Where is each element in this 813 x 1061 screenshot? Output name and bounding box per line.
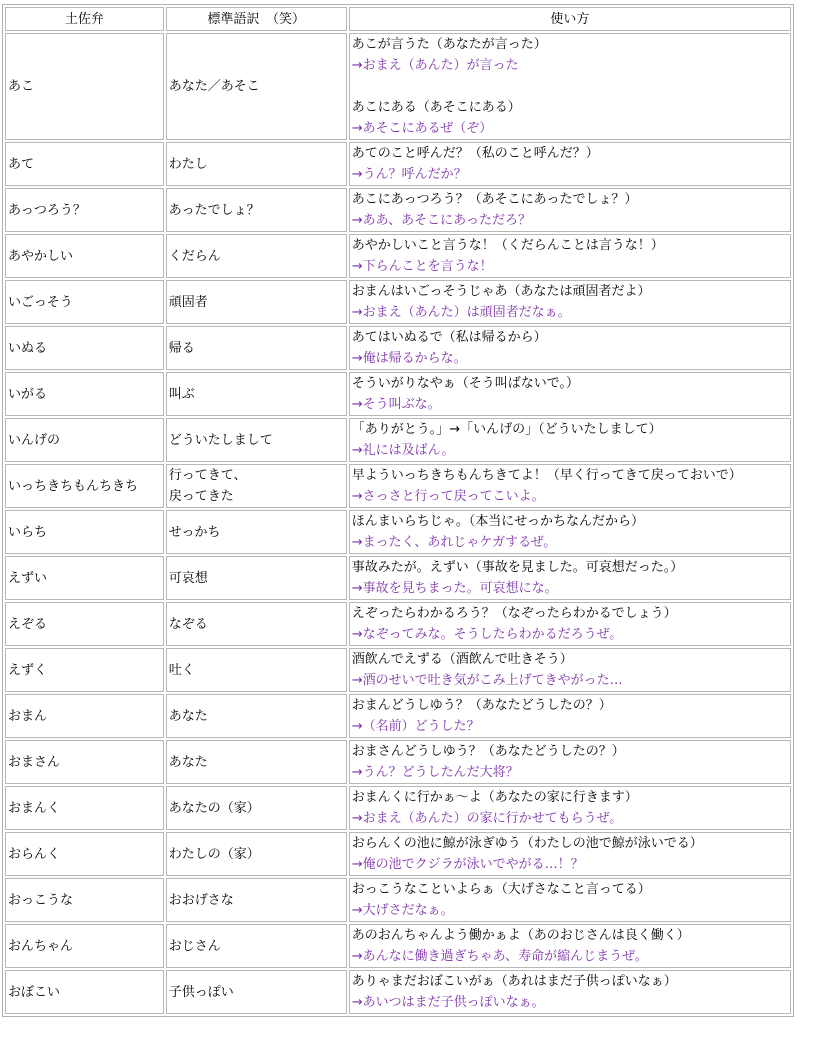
table-row xyxy=(5,142,791,186)
example-translation: →（名前）どうした？ xyxy=(351,719,480,734)
usage-example xyxy=(349,832,791,876)
example-translation: →うん？呼んだか？ xyxy=(351,167,467,182)
example-sentence: おまんどうしゆう？（あなたどうしたの？） xyxy=(351,698,612,713)
header-dialect: 土佐弁 xyxy=(5,7,164,31)
example-translation: →うん？どうしたんだ大将？ xyxy=(351,765,519,780)
example-sentence: おまんくに行かぁ～よ（あなたの家に行きます） xyxy=(351,790,638,805)
standard-translation-line: あったでしょ？ xyxy=(168,202,260,218)
dialect-word: えぞる xyxy=(5,602,164,646)
standard-translation-line: おおげさな xyxy=(168,892,234,908)
example-translation: →おまえ（あんた）の家に行かせてもらうぜ。 xyxy=(351,811,623,826)
example-translation: →俺の池でクジラが泳いでやがる…！？ xyxy=(351,857,584,872)
standard-translation xyxy=(166,740,347,784)
example-sentence: あこにある（あそこにある） xyxy=(351,100,521,115)
dialect-word: いらち xyxy=(5,510,164,554)
header-standard: 標準語訳 （笑） xyxy=(166,7,347,31)
standard-translation-line: どういたしまして xyxy=(168,432,273,448)
standard-translation xyxy=(166,372,347,416)
standard-translation xyxy=(166,234,347,278)
standard-translation-line: 叫ぶ xyxy=(168,386,195,402)
usage-example xyxy=(349,878,791,922)
example-sentence: 事故みたが。えずい（事故を見ました。可哀想だった。） xyxy=(351,560,684,575)
example-translation: →そう叫ぶな。 xyxy=(351,397,441,412)
example-translation: →俺は帰るからな。 xyxy=(351,351,467,366)
dialect-word: おらんく xyxy=(5,832,164,876)
example-sentence: そういがりなやぁ（そう叫ばないで。） xyxy=(351,376,579,391)
usage-example xyxy=(349,510,791,554)
example-translation: →下らんことを言うな！ xyxy=(351,259,493,274)
standard-translation-line: 子供っぽい xyxy=(168,984,234,1000)
example-translation: →あんなに働き過ぎちゃあ、寿命が縮んじまうぜ。 xyxy=(351,949,648,964)
dialect-word: いんげの xyxy=(5,418,164,462)
usage-example xyxy=(349,464,791,508)
dialect-word: いぬる xyxy=(5,326,164,370)
standard-translation xyxy=(166,326,347,370)
example-sentence: おまんはいごっそうじゃあ（あなたは頑固者だよ） xyxy=(351,284,651,299)
standard-translation-line: 戻ってきた xyxy=(168,489,234,504)
example-translation: →事故を見ちまった。可哀想にな。 xyxy=(351,581,558,596)
table-row xyxy=(5,418,791,462)
dialect-word: えずく xyxy=(5,648,164,692)
dialect-word: あっつろう？ xyxy=(5,188,164,232)
example-translation: →酒のせいで吐き気がこみ上げてきやがった… xyxy=(351,673,623,688)
usage-example xyxy=(349,188,791,232)
example-sentence: ほんまいらちじゃ。（本当にせっかちなんだから） xyxy=(351,514,644,529)
example-sentence: あてはいぬるで（私は帰るから） xyxy=(351,330,547,345)
standard-translation-line: なぞる xyxy=(168,616,208,632)
dialect-word: おんちゃん xyxy=(5,924,164,968)
example-sentence: あてのこと呼んだ？（私のこと呼んだ？） xyxy=(351,146,599,161)
standard-translation-line: あなた／あそこ xyxy=(168,79,260,94)
usage-example xyxy=(349,33,791,140)
usage-example xyxy=(349,234,791,278)
standard-translation xyxy=(166,188,347,232)
example-translation: →まったく、あれじゃケガするぜ。 xyxy=(351,535,557,550)
standard-translation-line: せっかち xyxy=(168,524,221,540)
example-sentence: 「ありがとう。」→「いんげの」（どういたしまして） xyxy=(351,422,662,437)
standard-translation-line: 頑固者 xyxy=(168,294,208,310)
example-translation: →大げさだなぁ。 xyxy=(351,903,454,918)
example-sentence: あのおんちゃんよう働かぁよ（あのおじさんは良く働く） xyxy=(351,928,690,943)
usage-example xyxy=(349,786,791,830)
example-sentence: おっこうなこといよらぁ（大げさなこと言ってる） xyxy=(351,882,651,897)
standard-translation xyxy=(166,878,347,922)
dialect-word: おぼこい xyxy=(5,970,164,1014)
table-header-row xyxy=(5,7,791,31)
standard-translation xyxy=(166,418,347,462)
usage-example xyxy=(349,602,791,646)
standard-translation-line: 吐く xyxy=(168,662,195,678)
usage-example xyxy=(349,924,791,968)
example-translation: →なぞってみな。そうしたらわかるだろうぜ。 xyxy=(351,627,623,642)
standard-translation xyxy=(166,648,347,692)
usage-example xyxy=(349,142,791,186)
table-row xyxy=(5,188,791,232)
example-translation: →おまえ（あんた）が言った xyxy=(351,58,519,73)
standard-translation xyxy=(166,142,347,186)
standard-translation-line: くだらん xyxy=(168,248,221,264)
dialect-word: おっこうな xyxy=(5,878,164,922)
standard-translation-line: おじさん xyxy=(168,938,221,954)
standard-translation-line: あなた xyxy=(168,708,208,724)
standard-translation xyxy=(166,464,347,508)
standard-translation-line: あなたの（家） xyxy=(168,800,260,816)
standard-translation-line: わたしの（家） xyxy=(168,846,260,862)
example-sentence: ありゃまだおぼこいがぁ（あれはまだ子供っぽいなぁ） xyxy=(351,974,677,989)
table-row xyxy=(5,924,791,968)
dialect-table xyxy=(2,4,794,1017)
table-row xyxy=(5,694,791,738)
table-row xyxy=(5,234,791,278)
example-translation: →おまえ（あんた）は頑固者だなぁ。 xyxy=(351,305,571,320)
example-sentence: 早よういっちきちもんちきてよ！（早く行ってきて戻っておいで） xyxy=(351,468,742,483)
standard-translation xyxy=(166,832,347,876)
dialect-word: いがる xyxy=(5,372,164,416)
standard-translation-line: あなた xyxy=(168,754,208,770)
usage-example xyxy=(349,648,791,692)
table-row xyxy=(5,556,791,600)
table-row xyxy=(5,878,791,922)
standard-translation xyxy=(166,694,347,738)
usage-example xyxy=(349,694,791,738)
standard-translation xyxy=(166,602,347,646)
standard-translation-line: 帰る xyxy=(168,340,195,356)
dialect-word: おまん xyxy=(5,694,164,738)
usage-example xyxy=(349,556,791,600)
standard-translation xyxy=(166,924,347,968)
table-row xyxy=(5,832,791,876)
dialect-word: あて xyxy=(5,142,164,186)
dialect-table-container xyxy=(2,4,794,1017)
table-row xyxy=(5,372,791,416)
dialect-word: あやかしい xyxy=(5,234,164,278)
standard-translation-line: わたし xyxy=(168,156,208,172)
example-translation: →さっさと行って戻ってこいよ。 xyxy=(351,489,545,504)
example-translation: →ああ、あそこにあっただろ？ xyxy=(351,213,531,228)
table-row xyxy=(5,648,791,692)
table-row xyxy=(5,970,791,1014)
example-translation: →あいつはまだ子供っぽいなぁ。 xyxy=(351,995,545,1010)
table-row xyxy=(5,280,791,324)
standard-translation-line: 行ってきて、 xyxy=(168,468,247,483)
dialect-word: あこ xyxy=(5,33,164,140)
usage-example xyxy=(349,326,791,370)
usage-example xyxy=(349,418,791,462)
standard-translation xyxy=(166,970,347,1014)
standard-translation xyxy=(166,786,347,830)
table-row xyxy=(5,464,791,508)
usage-example xyxy=(349,372,791,416)
example-sentence: おらんくの池に鯨が泳ぎゆう（わたしの池で鯨が泳いでる） xyxy=(351,836,703,851)
usage-example xyxy=(349,740,791,784)
example-translation: →あそこにあるぜ（ぞ） xyxy=(351,121,493,136)
table-row xyxy=(5,510,791,554)
dialect-word: おまんく xyxy=(5,786,164,830)
standard-translation-line: 可哀想 xyxy=(168,570,208,586)
example-sentence: あこが言うた（あなたが言った） xyxy=(351,37,547,52)
usage-example xyxy=(349,280,791,324)
table-row xyxy=(5,326,791,370)
dialect-word: えずい xyxy=(5,556,164,600)
usage-example xyxy=(349,970,791,1014)
table-row xyxy=(5,786,791,830)
table-row xyxy=(5,602,791,646)
example-spacer xyxy=(352,76,788,97)
dialect-word: いっちきちもんちきち xyxy=(5,464,164,508)
dialect-word: いごっそう xyxy=(5,280,164,324)
standard-translation xyxy=(166,280,347,324)
example-sentence: あこにあっつろう？（あそこにあったでしょ？） xyxy=(351,192,638,207)
dialect-word: おまさん xyxy=(5,740,164,784)
standard-translation xyxy=(166,510,347,554)
standard-translation xyxy=(166,33,347,140)
example-sentence: おまさんどうしゆう？（あなたどうしたの？） xyxy=(351,744,625,759)
table-row xyxy=(5,740,791,784)
example-sentence: えぞったらわかるろう？（なぞったらわかるでしょう） xyxy=(351,606,677,621)
example-sentence: 酒飲んでえずる（酒飲んで吐きそう） xyxy=(351,652,573,667)
example-sentence: あやかしいこと言うな！（くだらんことは言うな！） xyxy=(351,238,664,253)
table-row xyxy=(5,33,791,140)
standard-translation xyxy=(166,556,347,600)
example-translation: →礼には及ばん。 xyxy=(351,443,455,458)
header-usage: 使い方 xyxy=(349,7,791,31)
